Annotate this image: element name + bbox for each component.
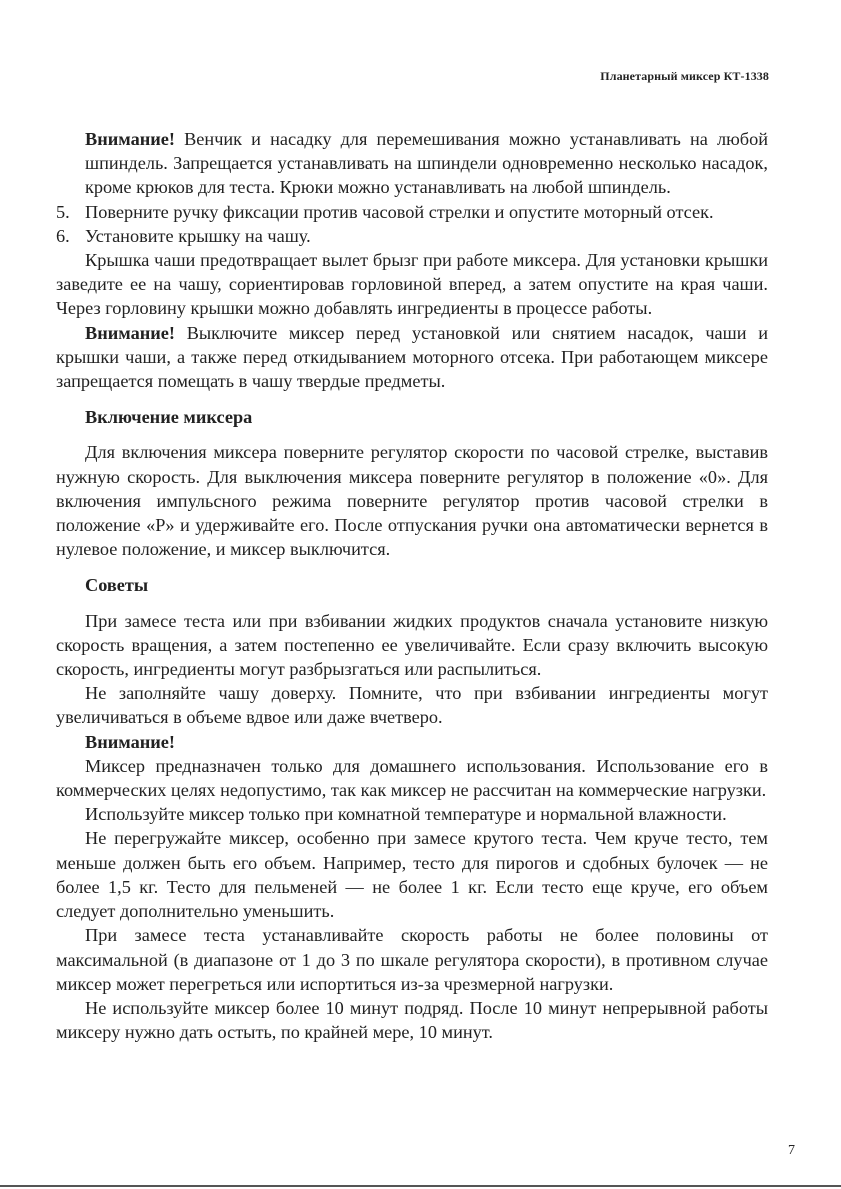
tips-paragraph: При замесе теста или при взбивании жидких продуктов сначала установите низкую скорость вращения, а затем постепенно ее увеличивайте. Если сразу включить высокую скорость, ингредиенты могут разбрызгаться или распылиться. bbox=[56, 610, 768, 680]
tips-paragraph: Миксер предназначен только для домашнего использования. Использование его в коммерческих целях недопустимо, так как миксер не рассчитан на коммерческие нагрузки. bbox=[56, 755, 768, 801]
warning-label: Внимание! bbox=[85, 129, 175, 149]
tips-paragraph: Используйте миксер только при комнатной температуре и нормальной влажности. bbox=[85, 804, 727, 825]
warning-text: Венчик и насадку для перемешивания можно устанавливать на любой шпиндель. Запрещается устанавливать на шпиндели одновременно несколько насадок, кроме крюков для теста. Крюки можно устанавливать на любой шпиндель. bbox=[85, 129, 768, 198]
list-item-number: 6. bbox=[56, 225, 70, 246]
lid-paragraph: Крышка чаши предотвращает вылет брызг при работе миксера. Для установки крышки заведите ее на чашу, сориентировав горловиной вперед, а затем опустите на края чаши. Через горловину крышки можно добавлять ингредиенты в процессе работы. bbox=[56, 250, 768, 319]
tips-paragraph: При замесе теста устанавливайте скорость работы не более половины от максимальной (в диапазоне от 1 до 3 по шкале регулятора скорости), в противном случае миксер может перегреться или испортиться из-за чрезмерной нагрузки. bbox=[56, 925, 768, 994]
list-item bbox=[56, 224, 768, 248]
switch-on-paragraph: Для включения миксера поверните регулятор скорости по часовой стрелке, выставив нужную скорость. Для выключения миксера поверните регулятор в положение «0». Для включения импульсного режима поверните регулятор против часовой стрелки в положение «P» и удерживайте его. После отпускания ручки она автоматически вернется в нулевое положение, и миксер выключится. bbox=[56, 442, 768, 560]
tips-paragraph: Не заполняйте чашу доверху. Помните, что при взбивании ингредиенты могут увеличиваться в объеме вдвое или даже вчетверо. bbox=[56, 683, 768, 728]
list-item-number: 5. bbox=[56, 201, 70, 222]
warning-label: Внимание! bbox=[85, 322, 175, 343]
list-item-text: Установите крышку на чашу. bbox=[85, 225, 311, 246]
warning-heading: Внимание! bbox=[85, 731, 175, 752]
list-item-text: Поверните ручку фиксации против часовой стрелки и опустите моторный отсек. bbox=[85, 201, 714, 222]
running-header: Планетарный миксер КТ-1338 bbox=[600, 69, 769, 83]
tips-paragraph: Не используйте миксер более 10 минут подряд. После 10 минут непрерывной работы миксеру нужно дать остыть, по крайней мере, 10 минут. bbox=[56, 997, 768, 1043]
section-heading-tips: Советы bbox=[85, 575, 149, 596]
footer-divider bbox=[0, 1185, 841, 1187]
page-body bbox=[56, 127, 768, 1044]
page-number: 7 bbox=[788, 1143, 795, 1158]
warning-paragraph-1 bbox=[56, 127, 768, 200]
warning-text: Выключите миксер перед установкой или снятием насадок, чаши и крышки чаши, а также перед откидыванием моторного отсека. При работающем миксере запрещается помещать в чашу твердые предметы. bbox=[56, 322, 768, 392]
warning-paragraph-2 bbox=[56, 321, 768, 394]
section-heading-switch-on: Включение миксера bbox=[85, 407, 253, 428]
list-item bbox=[56, 200, 768, 224]
tips-paragraph: Не перегружайте миксер, особенно при замесе крутого теста. Чем круче тесто, тем меньше должен быть его объем. Например, тесто для пирогов и сдобных булочек — не более 1,5 кг. Тесто для пельменей — не более 1 кг. Если тесто еще круче, его объем следует дополнительно уменьшить. bbox=[56, 828, 768, 922]
